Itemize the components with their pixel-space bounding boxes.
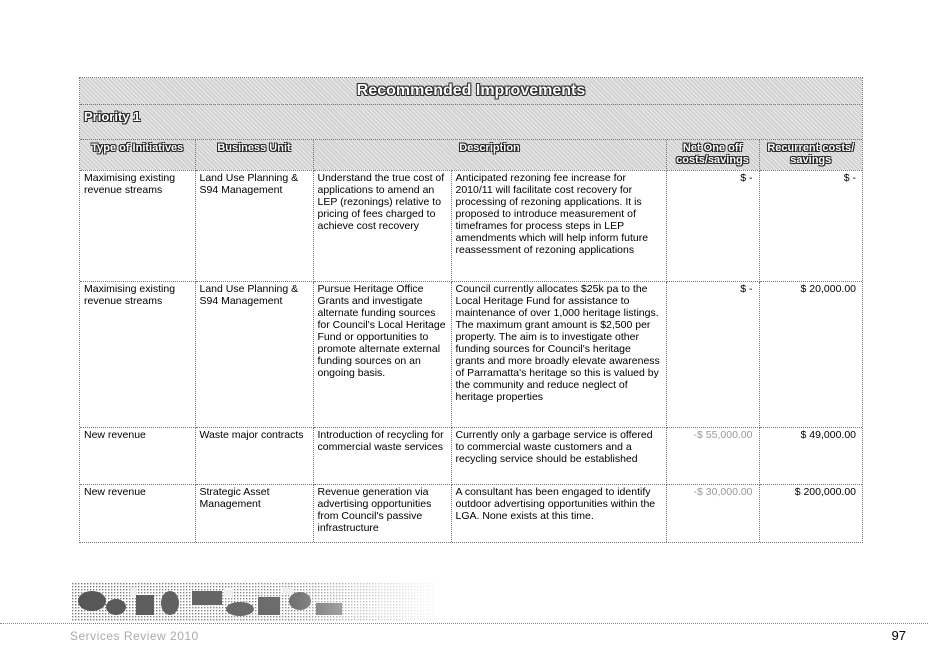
cell-detail: Council currently allocates $25k pa to the Local Heritage Fund for assistance to maintenance of over 1,000 heritage listings. The maximum grant amount is $2,500 per property. The aim is to investigate other funding sources for Council's heritage grants and more broadly elevate awareness of Parramatta's heritage so this is valued by the community and reduce neglect of heritage properties — [451, 281, 666, 427]
cell-unit: Strategic Asset Management — [195, 484, 313, 542]
cell-detail: A consultant has been engaged to identify outdoor advertising opportunities within the LGA. None exists at this time. — [451, 484, 666, 542]
cell-net: $ - — [666, 281, 759, 427]
table-row — [80, 427, 862, 484]
table-title: Recommended Improvements — [80, 78, 862, 105]
cell-net: -$ 55,000.00 — [666, 427, 759, 484]
cell-unit: Land Use Planning & S94 Management — [195, 281, 313, 427]
col-header-net: Net One off costs/savings — [666, 140, 759, 170]
footer-divider — [0, 623, 928, 624]
col-header-recurrent: Recurrent costs/ savings — [759, 140, 862, 170]
cell-net: -$ 30,000.00 — [666, 484, 759, 542]
cell-recurrent: $ - — [759, 170, 862, 281]
col-header-unit: Business Unit — [195, 140, 313, 170]
header-row — [80, 140, 862, 170]
cell-net: $ - — [666, 170, 759, 281]
cell-description: Revenue generation via advertising opportunities from Council's passive infrastructure — [313, 484, 451, 542]
cell-type: New revenue — [80, 484, 195, 542]
col-header-description: Description — [313, 140, 666, 170]
cell-unit: Land Use Planning & S94 Management — [195, 170, 313, 281]
cell-description: Understand the true cost of applications to amend an LEP (rezonings) relative to pricing of fees charged to achieve cost recovery — [313, 170, 451, 281]
priority-heading: Priority 1 — [80, 105, 862, 140]
cell-recurrent: $ 20,000.00 — [759, 281, 862, 427]
col-header-type: Type of Initiatives — [80, 140, 195, 170]
footer-report-title: Services Review 2010 — [70, 629, 199, 643]
photo-collage-image — [72, 583, 434, 621]
cell-detail: Currently only a garbage service is offered to commercial waste customers and a recycling service should be established — [451, 427, 666, 484]
cell-type: New revenue — [80, 427, 195, 484]
table-row — [80, 281, 862, 427]
cell-recurrent: $ 200,000.00 — [794, 485, 857, 498]
table-row — [80, 484, 862, 542]
table-row — [80, 170, 862, 281]
cell-description: Pursue Heritage Office Grants and investigate alternate funding sources for Council's Local Heritage Fund or opportunities to promote alternate external funding sources on an ongoing basis. — [313, 281, 451, 427]
cell-recurrent: $ 49,000.00 — [759, 427, 862, 484]
cell-type: Maximising existing revenue streams — [80, 281, 195, 427]
improvements-grid — [80, 140, 862, 542]
improvements-table — [79, 77, 863, 543]
cell-type: Maximising existing revenue streams — [80, 170, 195, 281]
cell-unit: Waste major contracts — [195, 427, 313, 484]
page-number: 97 — [891, 628, 906, 643]
footer-photo-strip — [72, 583, 434, 621]
cell-description: Introduction of recycling for commercial waste services — [313, 427, 451, 484]
cell-detail: Anticipated rezoning fee increase for 2010/11 will facilitate cost recovery for processing of rezoning applications. It is proposed to introduce measurement of timeframes for process steps in LEP amendments which will help inform future reassessment of rezoning applications — [451, 170, 666, 281]
